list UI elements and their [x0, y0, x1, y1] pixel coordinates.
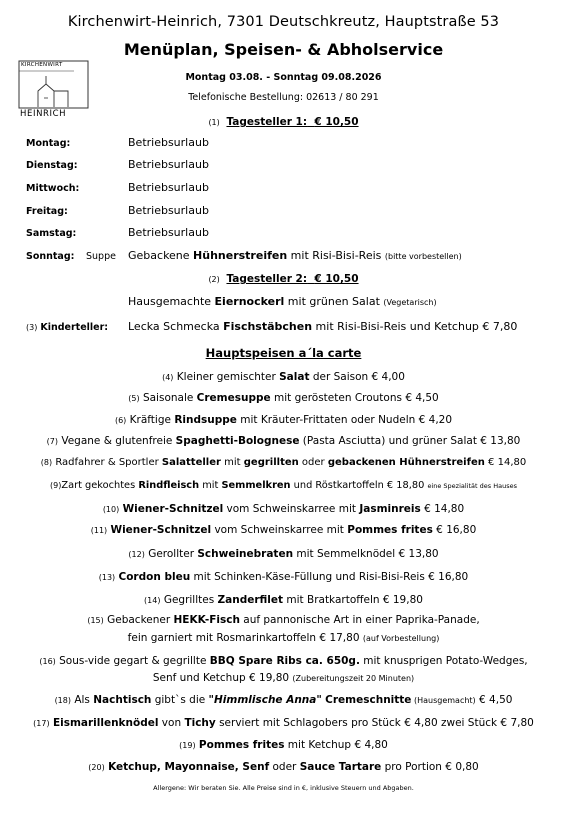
logo-top-text: KIRCHENWIRT	[21, 62, 63, 68]
menu-item: (8) Radfahrer & Sportler Salatteller mit gegrillten oder gebackenen Hühnerstreifen € 14,80	[40, 457, 527, 468]
day-value: Betriebsurlaub	[128, 181, 209, 194]
date-range: Montag 03.08. - Sonntag 09.08.2026	[185, 72, 382, 83]
menu-item: (11) Wiener-Schnitzel vom Schweinskarree mit Pommes frites € 16,80	[90, 524, 477, 536]
day-label: Samstag:	[26, 228, 77, 239]
day-value: Betriebsurlaub	[128, 204, 209, 217]
tagesteller-2-heading: (2) Tagesteller 2: € 10,50	[208, 273, 359, 285]
address-line: Kirchenwirt-Heinrich, 7301 Deutschkreutz, Hauptstraße 53	[67, 14, 500, 30]
menu-item: (12) Gerollter Schweinebraten mit Semmelknödel € 13,80	[128, 548, 439, 560]
menu-item: (20) Ketchup, Mayonnaise, Senf oder Sauce Tartare pro Portion € 0,80	[88, 761, 479, 773]
suppe-label: Suppe	[86, 251, 116, 262]
menu-item: (16) Sous-vide gegart & gegrillte BBQ Spare Ribs ca. 650g. mit knusprigen Potato-Wedges,	[39, 655, 528, 667]
menu-item-continuation: fein garniert mit Rosmarinkartoffeln € 17,80 (auf Vorbestellung)	[127, 632, 440, 644]
menu-item: (10) Wiener-Schnitzel vom Schweinskarree mit Jasminreis € 14,80	[102, 503, 465, 515]
tagesteller-1-heading: (1) Tagesteller 1: € 10,50	[208, 116, 359, 128]
menu-item: (14) Gegrilltes Zanderfilet mit Bratkartoffeln € 19,80	[144, 594, 423, 606]
kinderteller-label: (3) Kinderteller:	[26, 322, 109, 333]
phone-line: Telefonische Bestellung: 02613 / 80 291	[188, 92, 379, 103]
footer-note: Allergene: Wir beraten Sie. Alle Preise sind in €, inklusive Steuern und Abgaben.	[153, 784, 414, 792]
menu-item: (5) Saisonale Cremesuppe mit gerösteten Croutons € 4,50	[128, 392, 439, 404]
menu-item: (9)Zart gekochtes Rindfleisch mit Semmelkren und Röstkartoffeln € 18,80 eine Spezialität des Hauses	[50, 480, 517, 491]
menu-item: (17) Eismarillenknödel von Tichy serviert mit Schlagobers pro Stück € 4,80 zwei Stück € 7,80	[33, 717, 534, 729]
menu-item: (6) Kräftige Rindsuppe mit Kräuter-Frittaten oder Nudeln € 4,20	[114, 414, 453, 426]
hauptspeisen-heading: Hauptspeisen a´la carte	[205, 346, 362, 360]
kinderteller-dish: Lecka Schmecka Fischstäbchen mit Risi-Bisi-Reis und Ketchup € 7,80	[128, 320, 518, 333]
sunday-dish: Gebackene Hühnerstreifen mit Risi-Bisi-Reis (bitte vorbestellen)	[128, 249, 462, 262]
day-label: Sonntag:	[26, 251, 75, 262]
day-value: Betriebsurlaub	[128, 136, 209, 149]
menu-item: (7) Vegane & glutenfreie Spaghetti-Bolognese (Pasta Asciutta) und grüner Salat € 13,80	[46, 435, 521, 447]
page-title: Menüplan, Speisen- & Abholservice	[123, 40, 444, 59]
menu-item: (19) Pommes frites mit Ketchup € 4,80	[179, 739, 388, 751]
menu-item: (4) Kleiner gemischter Salat der Saison € 4,00	[162, 371, 405, 383]
menu-item: (18) Als Nachtisch gibt`s die "Himmlische Anna" Cremeschnitte (Hausgemacht) € 4,50	[54, 694, 513, 706]
menu-item: (13) Cordon bleu mit Schinken-Käse-Füllung und Risi-Bisi-Reis € 16,80	[98, 571, 469, 583]
day-value: Betriebsurlaub	[128, 226, 209, 239]
menu-item-continuation: Senf und Ketchup € 19,80 (Zubereitungszeit 20 Minuten)	[152, 672, 415, 684]
day-label: Mittwoch:	[26, 183, 80, 194]
day-label: Dienstag:	[26, 160, 78, 171]
day-value: Betriebsurlaub	[128, 158, 209, 171]
logo-bottom-text: HEINRICH	[20, 109, 67, 119]
menu-item: (15) Gebackener HEKK-Fisch auf pannonische Art in einer Paprika-Panade,	[87, 614, 480, 626]
day-label: Freitag:	[26, 206, 68, 217]
tagesteller-2-dish: Hausgemachte Eiernockerl mit grünen Salat (Vegetarisch)	[128, 295, 437, 308]
day-label: Montag:	[26, 138, 71, 149]
